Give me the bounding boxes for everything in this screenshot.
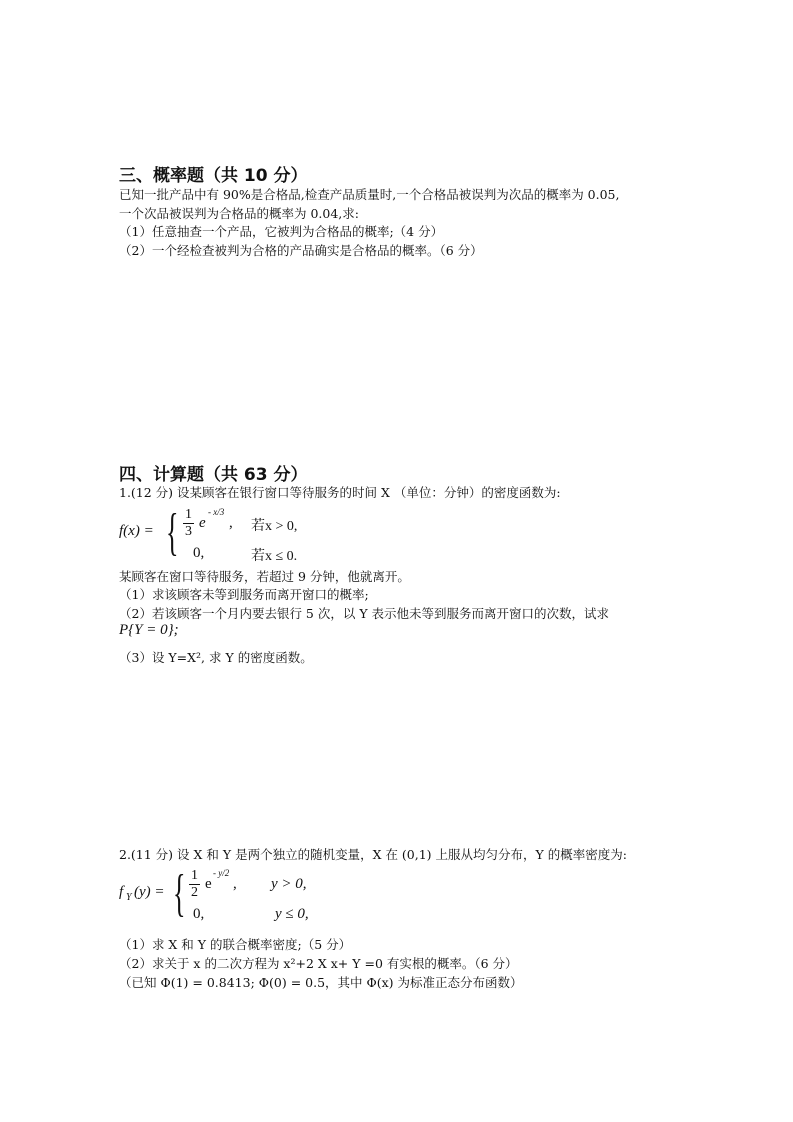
q2-fraction: $\frac{1}{2}$ xyxy=(191,868,198,900)
section-3-line: 已知一批产品中有 90%是合格品,检查产品质量时,一个合格品被误判为次品的概率为 0.05, xyxy=(119,187,620,202)
q2-func-name: f xyxy=(119,884,124,900)
q1-intro: 1.(12 分) 设某顾客在银行窗口等待服务的时间 X （单位：分钟）的密度函数为: xyxy=(119,485,561,500)
left-brace: { xyxy=(173,865,186,922)
q1-density-formula xyxy=(119,505,419,567)
q1-case1-cond: 若x > 0, xyxy=(251,519,298,534)
q1-fraction: $\frac{1}{3}$ xyxy=(185,507,192,539)
q2-func-arg: (y) = xyxy=(134,884,165,900)
q2-case2-val: 0, xyxy=(193,906,205,922)
section-3-line: 一个次品被误判为合格品的概率为 0.04,求: xyxy=(119,206,359,221)
q2-intro: 2.(11 分) 设 X 和 Y 是两个独立的随机变量，X 在 (0,1) 上服从均匀分布，Y 的概率密度为: xyxy=(119,847,627,862)
q2-line: （已知 Φ(1) = 0.8413; Φ(0) = 0.5，其中 Φ(x) 为标准正态分布函数） xyxy=(119,975,523,990)
q2-line: （2）求关于 x 的二次方程为 x²+2 X x+ Y =0 有实根的概率。（6 分） xyxy=(119,956,518,971)
q1-case2-val: 0, xyxy=(193,545,205,561)
q2-density-formula xyxy=(119,866,419,928)
section-3-line: （2）一个经检查被判为合格的产品确实是合格品的概率。（6 分） xyxy=(119,243,483,258)
q1-sep: , xyxy=(229,515,233,531)
q1-line: 某顾客在窗口等待服务，若超过 9 分钟，他就离开。 xyxy=(119,569,410,584)
q1-func-name: f(x) = xyxy=(119,523,154,539)
q1-exp: e xyxy=(199,515,206,531)
q2-sep: , xyxy=(233,876,237,892)
left-brace: { xyxy=(166,504,179,561)
q1-exp-power: - x/3 xyxy=(208,507,225,517)
q1-line: P{Y = 0}; xyxy=(119,622,179,638)
q2-case1-cond: y > 0, xyxy=(271,876,307,892)
q2-exp: e xyxy=(205,876,212,892)
q2-exp-power: - y/2 xyxy=(213,868,230,878)
section-4-title: 四、计算题（共 63 分） xyxy=(119,465,308,485)
q2-func-sub: Y xyxy=(126,892,132,903)
q1-line: （3）设 Y=X², 求 Y 的密度函数。 xyxy=(119,650,313,665)
q1-line: （1）求该顾客未等到服务而离开窗口的概率; xyxy=(119,587,369,602)
section-3-title: 三、概率题（共 10 分） xyxy=(119,166,308,186)
q2-case2-cond: y ≤ 0, xyxy=(275,906,309,922)
q1-case2-cond: 若x ≤ 0. xyxy=(251,549,298,564)
section-3-line: （1）任意抽查一个产品，它被判为合格品的概率;（4 分） xyxy=(119,224,444,239)
q2-line: （1）求 X 和 Y 的联合概率密度;（5 分） xyxy=(119,937,352,952)
q1-line: （2）若该顾客一个月内要去银行 5 次，以 Y 表示他未等到服务而离开窗口的次数，试求 xyxy=(119,606,610,621)
